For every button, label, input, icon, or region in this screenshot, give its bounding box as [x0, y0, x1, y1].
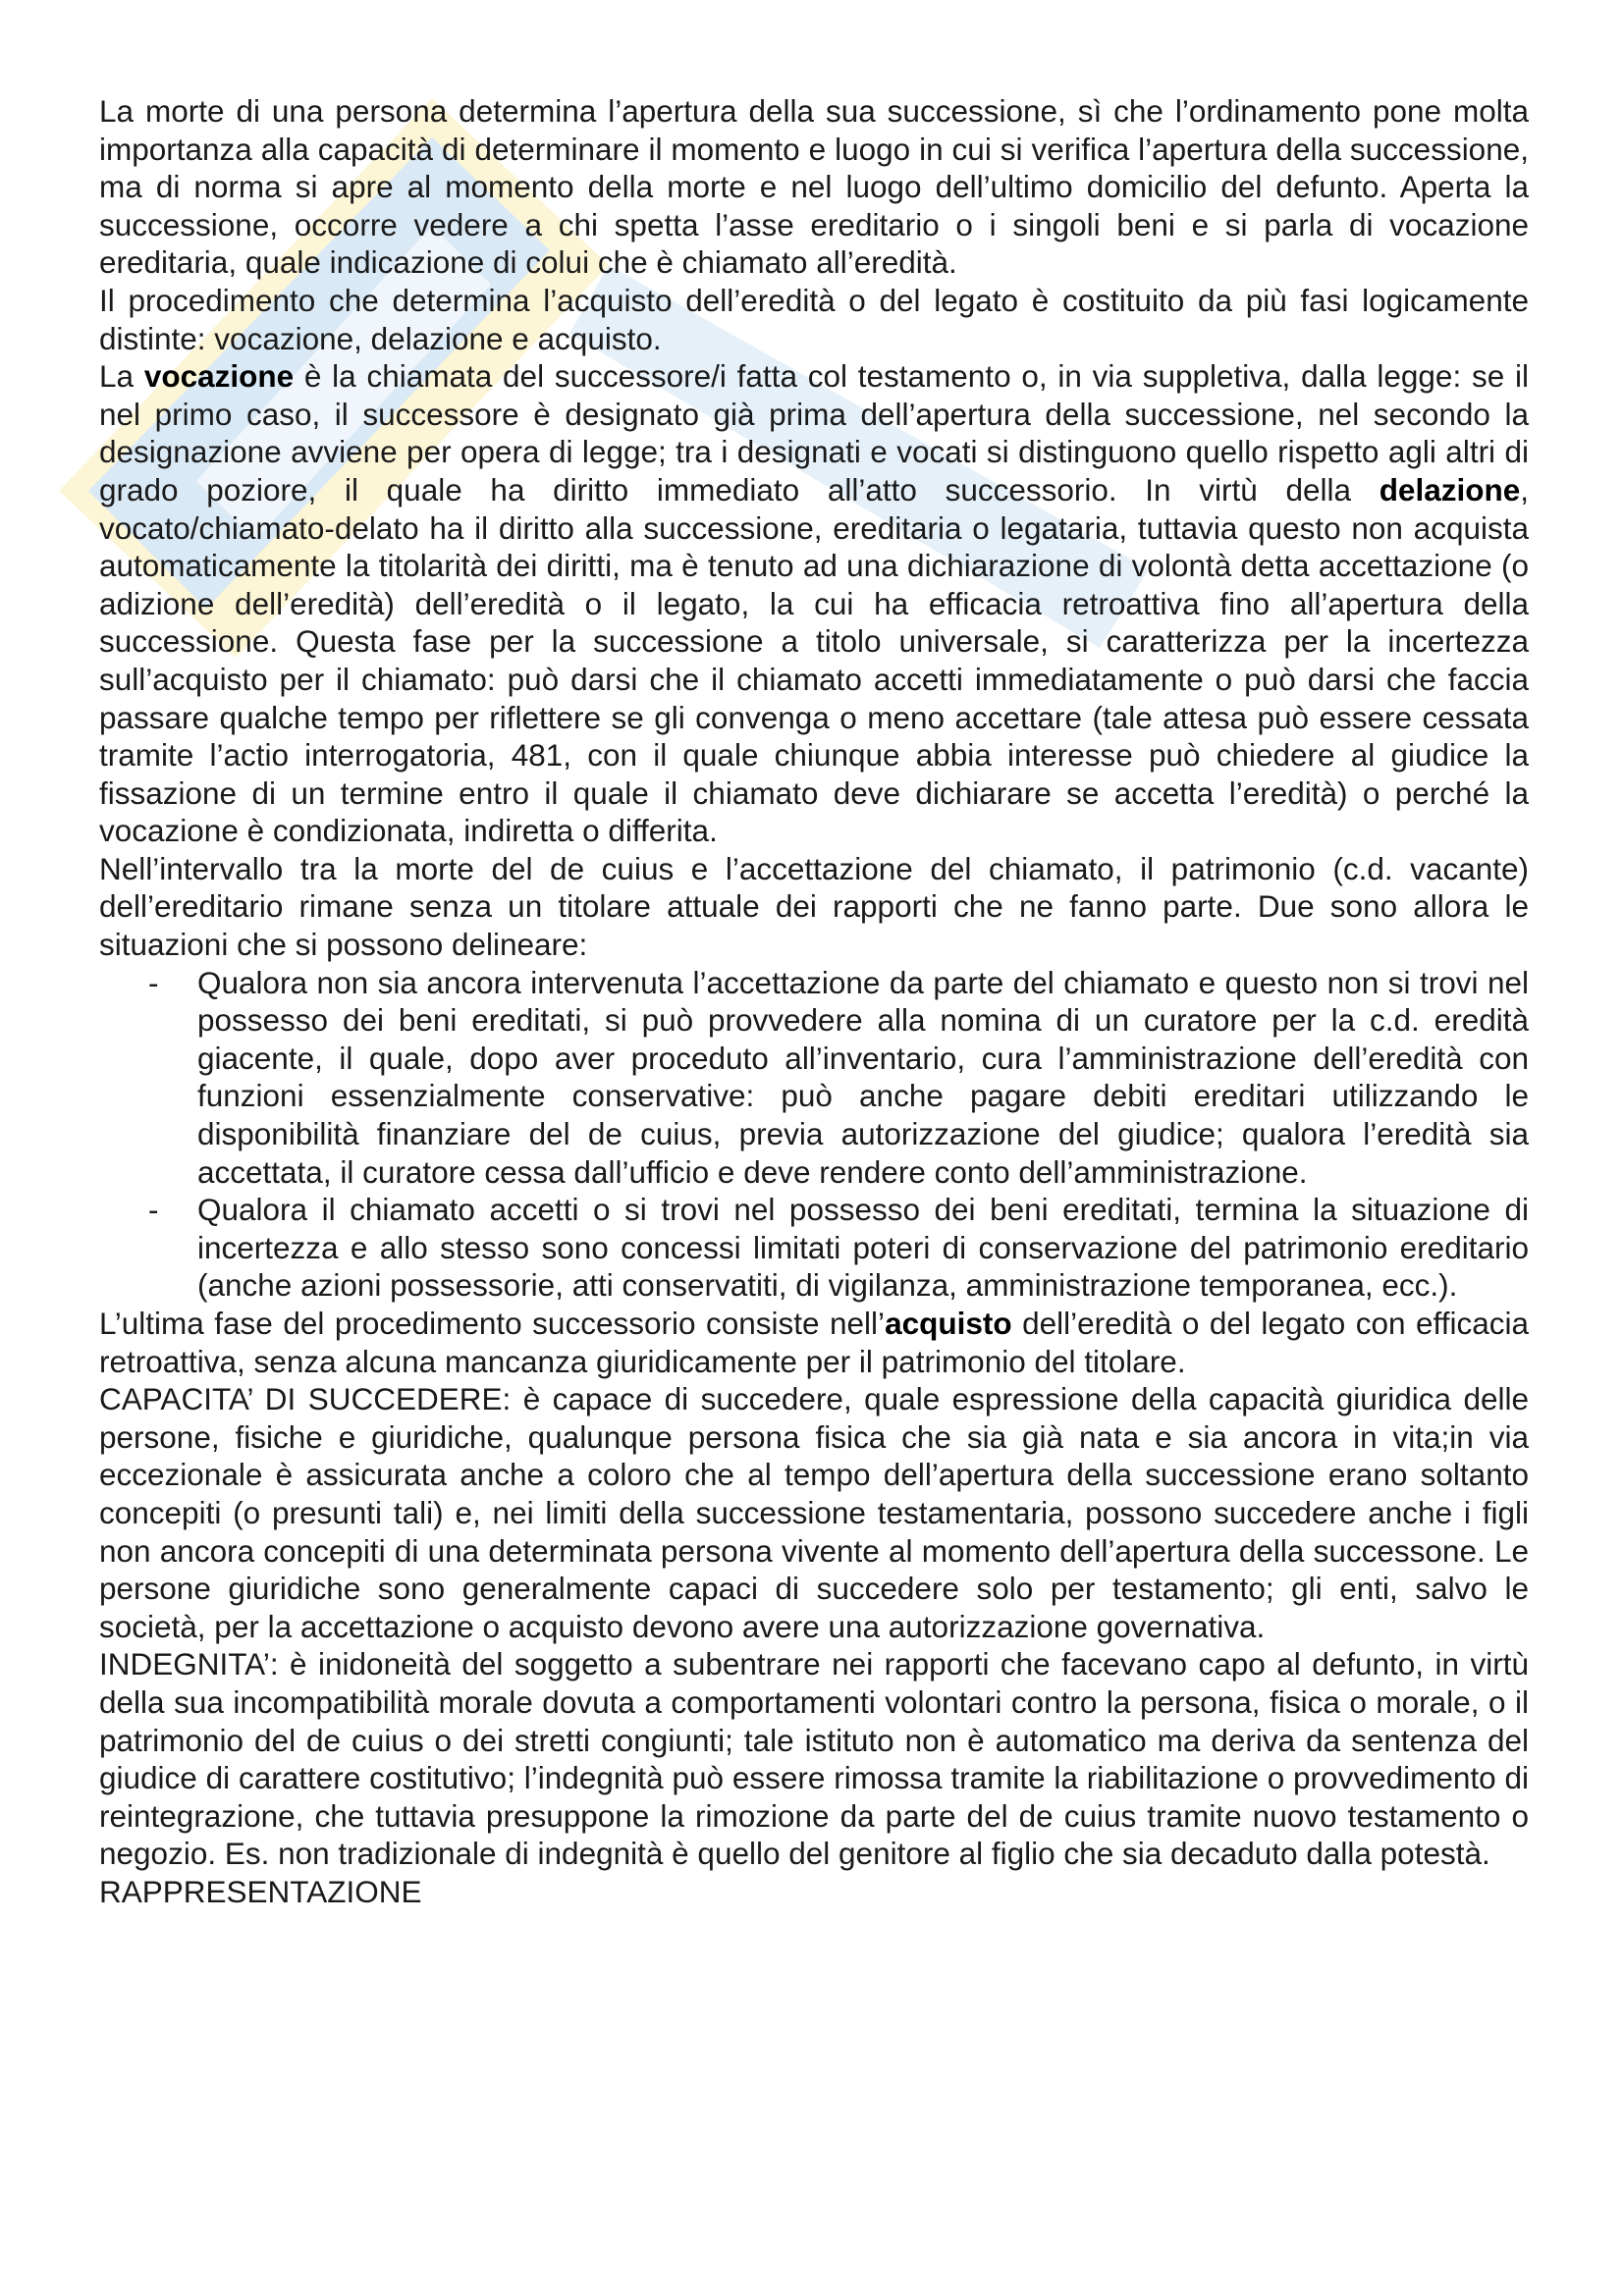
paragraph-capacita-di-succedere: CAPACITA’ DI SUCCEDERE: è capace di succedere, quale espressione della capacità giuridica delle persone, fisiche e giuridiche, qualunque persona fisica che sia già nata e sia ancora in vita;in via eccezionale è assicurata anche a coloro che al tempo dell’apertura della successione erano soltanto concepiti (o presunti tali) e, nei limiti della successione testamentaria, possono succedere anche i figli non ancora concepiti di una determinata persona vivente al momento dell’apertura della successone. Le persone giuridiche sono generalmente capaci di succedere solo per testamento; gli enti, salvo le società, per la accettazione o acquisto devono avere una autorizzazione governativa. — [99, 1381, 1529, 1644]
situations-list — [99, 964, 1529, 1305]
dash-marker: - — [148, 1192, 159, 1228]
list-item: - Qualora il chiamato accetti o si trovi nel possesso dei beni ereditati, termina la situazione di incertezza e allo stesso sono concessi limitati poteri di conservazione del patrimonio ereditario (anche azioni possessorie, atti conservatiti, di vigilanza, amministrazione temporanea, ecc.). — [148, 1192, 1529, 1304]
paragraph-acquisto: L’ultima fase del procedimento successorio consiste nell’acquisto dell’eredità o del legato con efficacia retroattiva, senza alcuna mancanza giuridicamente per il patrimonio del titolare. — [99, 1306, 1530, 1379]
heading-rappresentazione: RAPPRESENTAZIONE — [99, 1873, 422, 1909]
term-acquisto: acquisto — [885, 1306, 1012, 1341]
dash-marker: - — [148, 964, 159, 1000]
paragraph-vocazione-delazione: La vocazione è la chiamata del successore/i fatta col testamento o, in via suppletiva, dalla legge: se il nel primo caso, il successore è designato già prima dell’apertura della successione, nel secondo la designazione avviene per opera di legge; tra i designati e vocati si distinguono quello rispetto agli altri di grado poziore, il quale ha diritto immediato all’atto successorio. In virtù della delazione, vocato/chiamato-delato ha il diritto alla successione, ereditaria o legataria, tuttavia questo non acquista automaticamente la titolarità dei diritti, ma è tenuto ad una dichiarazione di volontà detta accettazione (o adizione dell’eredità) dell’eredità o il legato, la cui ha efficacia retroattiva fino all’apertura della successione. Questa fase per la successione a titolo universale, si caratterizza per la incertezza sull’acquisto per il chiamato: può darsi che il chiamato accetti immediatamente o può darsi che faccia passare qualche tempo per riflettere se gli convenga o meno accettare (tale attesa può essere cessata tramite l’actio interrogatoria, 481, con il quale chiunque abbia interesse può chiedere al giudice la fissazione di un termine entro il quale il chiamato deve dichiarare se accetta l’eredità) o perché la vocazione è condizionata, indiretta o differita. — [99, 358, 1530, 849]
paragraph-apertura-successione: La morte di una persona determina l’apertura della sua successione, sì che l’ordinamento pone molta importanza alla capacità di determinare il momento e luogo in cui si verifica l’apertura della successione, ma di norma si apre al momento della morte e nel luogo dell’ultimo domicilio del defunto. Aperta la successione, occorre vedere a chi spetta l’asse ereditario o i singoli beni e si parla di vocazione ereditaria, quale indicazione di colui che è chiamato all’eredità. — [99, 93, 1529, 281]
paragraph-procedimento: Il procedimento che determina l’acquisto dell’eredità o del legato è costituito da più fasi logicamente distinte: vocazione, delazione e acquisto. — [99, 282, 1529, 356]
document-page — [99, 92, 1529, 1911]
list-item: - Qualora non sia ancora intervenuta l’accettazione da parte del chiamato e questo non si trovi nel possesso dei beni ereditati, si può provvedere alla nomina di un curatore per la c.d. eredità giacente, il quale, dopo aver proceduto all’inventario, cura l’amministrazione dell’eredità con funzioni essenzialmente conservative: può anche pagare debiti ereditari utilizzando le disponibilità finanziare del de cuius, previa autorizzazione del giudice; qualora l’eredità sia accettata, il curatore cessa dall’ufficio e deve rendere conto dell’amministrazione. — [148, 964, 1529, 1190]
paragraph-indegnita: INDEGNITA’: è inidoneità del soggetto a subentrare nei rapporti che facevano capo al defunto, in virtù della sua incompatibilità morale dovuta a comportamenti volontari contro la persona, fisica o morale, o il patrimonio del de cuius o dei stretti congiunti; tale istituto non è automatico ma deriva da sentenza del giudice di carattere costitutivo; l’indegnità può essere rimossa tramite la riabilitazione o provvedimento di reintegrazione, che tuttavia presuppone la rimozione da parte del de cuius tramite nuovo testamento o negozio. Es. non tradizionale di indegnità è quello del genitore al figlio che sia decaduto dalla potestà. — [99, 1646, 1529, 1872]
paragraph-intervallo: Nell’intervallo tra la morte del de cuius e l’accettazione del chiamato, il patrimonio (c.d. vacante) dell’ereditario rimane senza un titolare attuale dei rapporti che ne fanno parte. Due sono allora le situazioni che si possono delineare: — [99, 850, 1529, 963]
term-vocazione: vocazione — [143, 358, 295, 395]
term-delazione: delazione — [1379, 471, 1521, 507]
